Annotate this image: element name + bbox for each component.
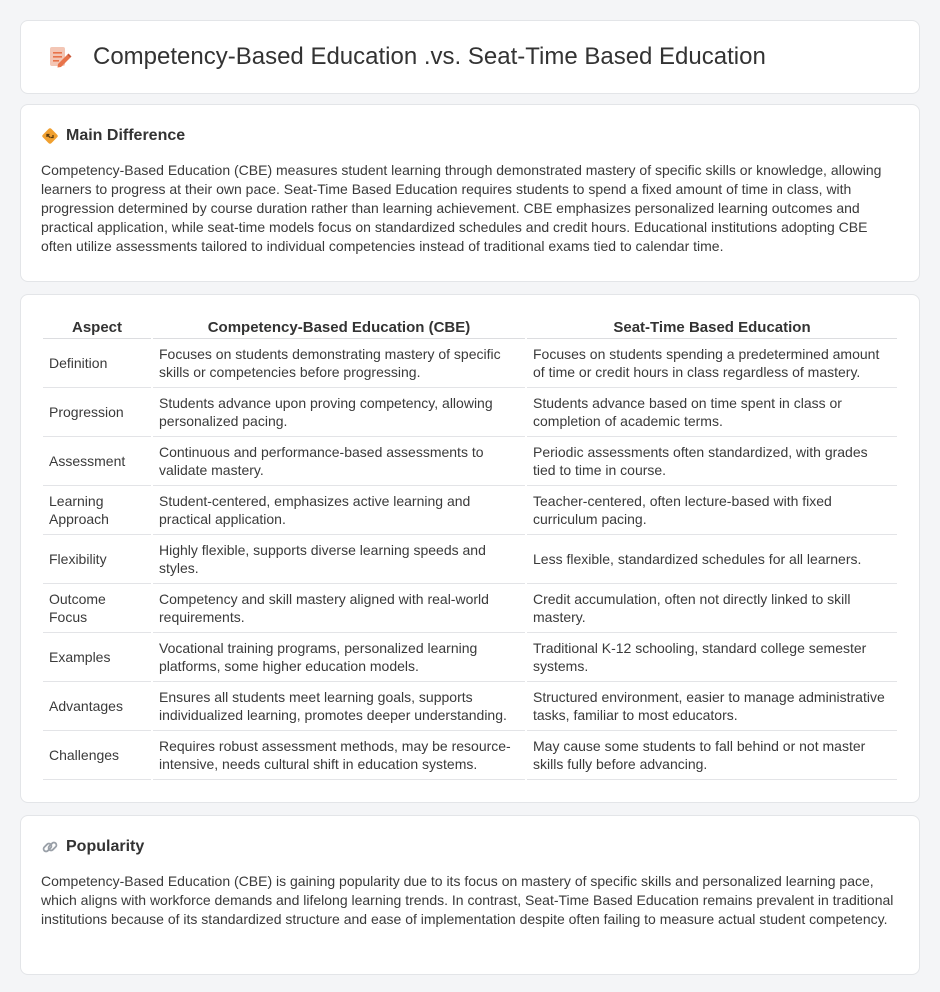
row-seat-time: Students advance based on time spent in class or completion of academic terms.: [527, 388, 897, 437]
row-seat-time: Less flexible, standardized schedules for all learners.: [527, 535, 897, 584]
row-cbe: Continuous and performance-based assessments to validate mastery.: [153, 437, 525, 486]
table-row: [43, 339, 897, 388]
row-aspect: Flexibility: [43, 535, 151, 584]
row-cbe: Requires robust assessment methods, may be resource-intensive, needs cultural shift in education systems.: [153, 731, 525, 780]
table-row: [43, 486, 897, 535]
row-seat-time: Focuses on students spending a predetermined amount of time or credit hours in class regardless of mastery.: [527, 339, 897, 388]
comparison-table-card: [20, 294, 920, 803]
row-cbe: Students advance upon proving competency, allowing personalized pacing.: [153, 388, 525, 437]
row-seat-time: Structured environment, easier to manage administrative tasks, familiar to most educators.: [527, 682, 897, 731]
header-card: [20, 20, 920, 94]
link-icon: [41, 838, 59, 856]
row-aspect: Assessment: [43, 437, 151, 486]
row-cbe: Focuses on students demonstrating mastery of specific skills or competencies before progressing.: [153, 339, 525, 388]
header-seat-time: Seat-Time Based Education: [527, 315, 897, 339]
row-aspect: Advantages: [43, 682, 151, 731]
row-aspect: Progression: [43, 388, 151, 437]
popularity-section: [20, 815, 920, 975]
table-row: [43, 731, 897, 780]
row-aspect: Examples: [43, 633, 151, 682]
table-row: [43, 633, 897, 682]
row-aspect: Challenges: [43, 731, 151, 780]
table-row: [43, 682, 897, 731]
popularity-title: Popularity: [66, 838, 145, 855]
row-seat-time: Teacher-centered, often lecture-based with fixed curriculum pacing.: [527, 486, 897, 535]
popularity-header: [41, 838, 899, 856]
main-difference-text: Competency-Based Education (CBE) measures student learning through demonstrated mastery of specific skills or knowledge, allowing learners to progress at their own pace. Seat-Time Based Education requires students to spend a fixed amount of time in class, with progression determined by course duration rather than learning achievement. CBE emphasizes personalized learning outcomes and practical application, while seat-time models focus on standardized schedules and credit hours. Educational institutions adopting CBE often utilize assessments tailored to individual competencies instead of traditional exams tied to calendar time.: [41, 162, 882, 254]
row-aspect: Outcome Focus: [43, 584, 151, 633]
table-row: [43, 388, 897, 437]
row-aspect: Learning Approach: [43, 486, 151, 535]
row-seat-time: Periodic assessments often standardized, with grades tied to time in course.: [527, 437, 897, 486]
main-difference-header: [41, 127, 899, 145]
header-aspect: Aspect: [43, 315, 151, 339]
page-title: Competency-Based Education .vs. Seat-Time Based Education: [93, 43, 766, 70]
row-cbe: Competency and skill mastery aligned with real-world requirements.: [153, 584, 525, 633]
table-header-row: [43, 315, 897, 339]
row-seat-time: Traditional K-12 schooling, standard college semester systems.: [527, 633, 897, 682]
table-row: [43, 437, 897, 486]
comparison-table: [41, 315, 899, 780]
row-seat-time: Credit accumulation, often not directly linked to skill mastery.: [527, 584, 897, 633]
row-cbe: Highly flexible, supports diverse learning speeds and styles.: [153, 535, 525, 584]
row-aspect: Definition: [43, 339, 151, 388]
header-cbe: Competency-Based Education (CBE): [153, 315, 525, 339]
row-cbe: Vocational training programs, personalized learning platforms, some higher education models.: [153, 633, 525, 682]
main-difference-title: Main Difference: [66, 127, 186, 144]
main-difference-section: [20, 104, 920, 282]
row-cbe: Student-centered, emphasizes active learning and practical application.: [153, 486, 525, 535]
diamond-arrows-icon: [41, 127, 59, 145]
popularity-text: Competency-Based Education (CBE) is gaining popularity due to its focus on mastery of specific skills and personalized learning pace, which aligns with workforce demands and lifelong learning trends. In contrast, Seat-Time Based Education remains prevalent in traditional institutions because of its standardized structure and ease of implementation despite often failing to measure actual student competency.: [41, 873, 894, 927]
table-row: [43, 584, 897, 633]
row-cbe: Ensures all students meet learning goals, supports individualized learning, promotes deeper understanding.: [153, 682, 525, 731]
row-seat-time: May cause some students to fall behind or not master skills fully before advancing.: [527, 731, 897, 780]
table-row: [43, 535, 897, 584]
edit-document-icon: [45, 43, 73, 71]
